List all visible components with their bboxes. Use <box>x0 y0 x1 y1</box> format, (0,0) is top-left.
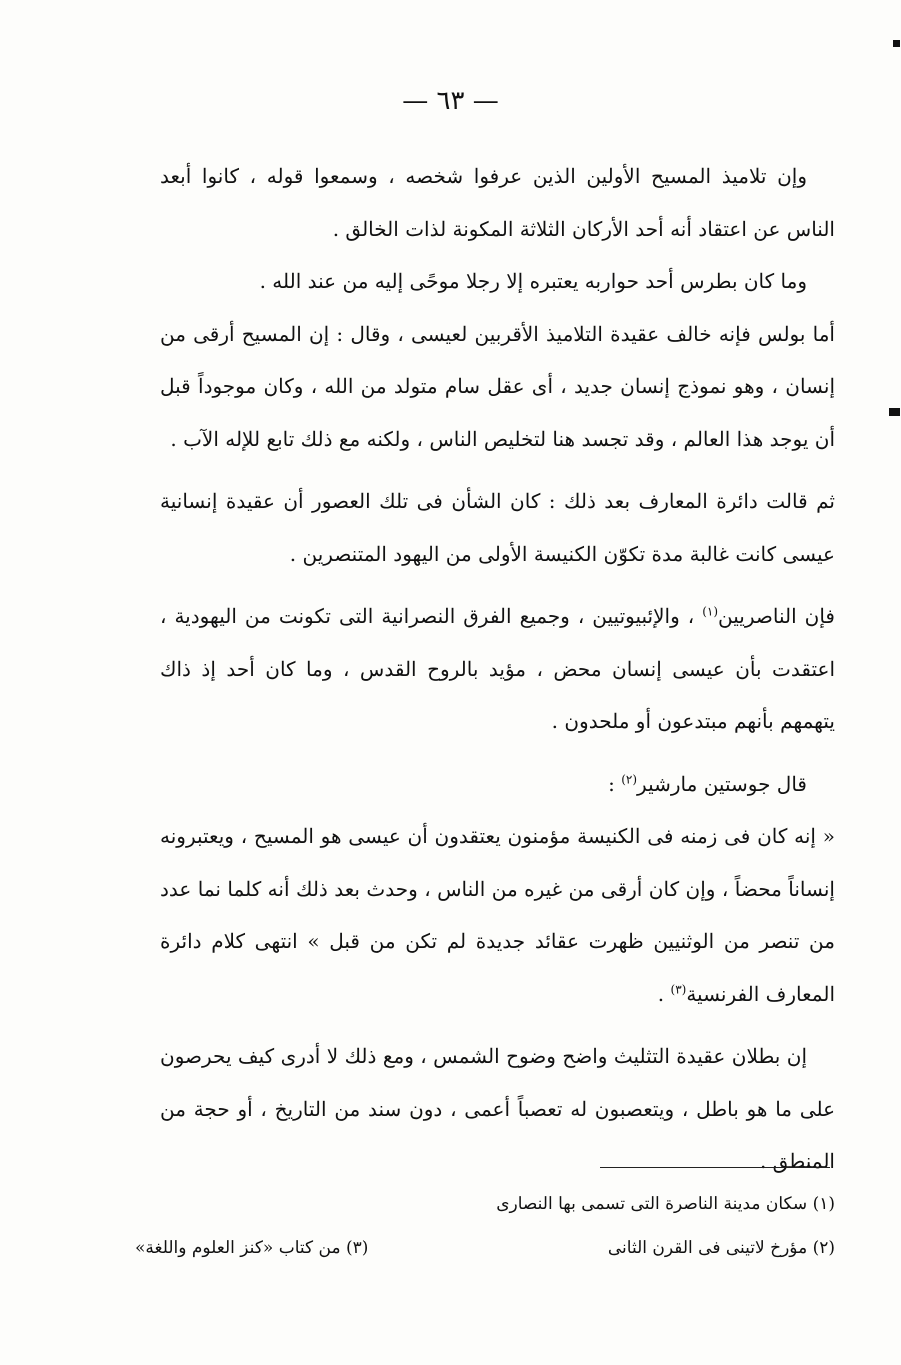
quotation-text: . <box>657 981 671 1006</box>
footnote-divider <box>600 1167 830 1168</box>
paragraph: أما بولس فإنه خالف عقيدة التلاميذ الأقربين لعيسى ، وقال : إن المسيح أرقى من إنسان ، وهو نموذج إنسان جديد ، أى عقل سام متولد من الله ، وكان موجوداً قبل أن يوجد هذا العالم ، وقد تجسد هنا لتخليص الناس ، ولكنه مع ذلك تابع للإله الآب . <box>160 321 835 451</box>
paragraph-text: فإن الناصريين <box>718 604 835 628</box>
footnote-row <box>135 1226 835 1270</box>
paragraph: وإن تلاميذ المسيح الأولين الذين عرفوا شخصه ، وسمعوا قوله ، كانوا أبعد الناس عن اعتقاد أنه أحد الأركان الثلاثة المكونة لذات الخالق . <box>160 164 835 241</box>
footnote: (١) سكان مدينة الناصرة التى تسمى بها النصارى <box>496 1194 835 1214</box>
scan-mark <box>893 40 900 47</box>
paragraph: إن بطلان عقيدة التثليث واضح وضوح الشمس ، ومع ذلك لا أدرى كيف يحرصون على ما هو باطل ، ويتعصبون له تعصباً أعمى ، دون سند من التاريخ ، أو حجة من المنطق . <box>160 1044 835 1173</box>
paragraph-text: : <box>608 771 622 796</box>
main-text <box>160 150 835 1188</box>
paragraph: وما كان بطرس أحد حواربه يعتبره إلا رجلا موحًى إليه من عند الله . <box>259 269 807 293</box>
quotation <box>160 810 835 1020</box>
footnote-ref: (٣) <box>670 981 687 996</box>
footnote-ref: (١) <box>702 604 719 619</box>
footnotes <box>135 1182 835 1270</box>
paragraph-text: قال جوستين مارشير <box>637 771 807 796</box>
page-number: — ٦٣ — <box>402 86 499 116</box>
paragraph: ثم قالت دائرة المعارف بعد ذلك : كان الشأن فى تلك العصور أن عقيدة إنسانية عيسى كانت غالبة مدة تكوّن الكنيسة الأولى من اليهود المتنصرين . <box>160 489 835 566</box>
paragraph <box>160 758 835 811</box>
footnote: (٢) مؤرخ لاتينى فى القرن الثانى <box>607 1238 835 1258</box>
footnote: (٣) من كتاب «كنز العلوم واللغة» <box>135 1238 369 1258</box>
paragraph <box>160 590 835 748</box>
footnote-ref: (٢) <box>621 771 638 786</box>
paragraph-text: ، والإئبيوتيين ، وجميع الفرق النصرانية التى تكونت من اليهودية ، اعتقدت بأن عيسى إنسان محض ، مؤيد بالروح القدس ، وما كان أحد إذ ذاك يتهمهم بأنهم مبتدعون أو ملحدون . <box>160 604 835 733</box>
scan-mark <box>889 408 900 416</box>
quotation-text: « إنه كان فى زمنه فى الكنيسة مؤمنون يعتقدون أن عيسى هو المسيح ، ويعتبرونه إنساناً محضاً ، وإن كان أرقى من غيره من الناس ، وحدث بعد ذلك أنه كلما نما عدد من تنصر من الوثنيين ظهرت عقائد جديدة لم تكن من قبل » انتهى كلام دائرة المعارف الفرنسية <box>160 824 835 1006</box>
